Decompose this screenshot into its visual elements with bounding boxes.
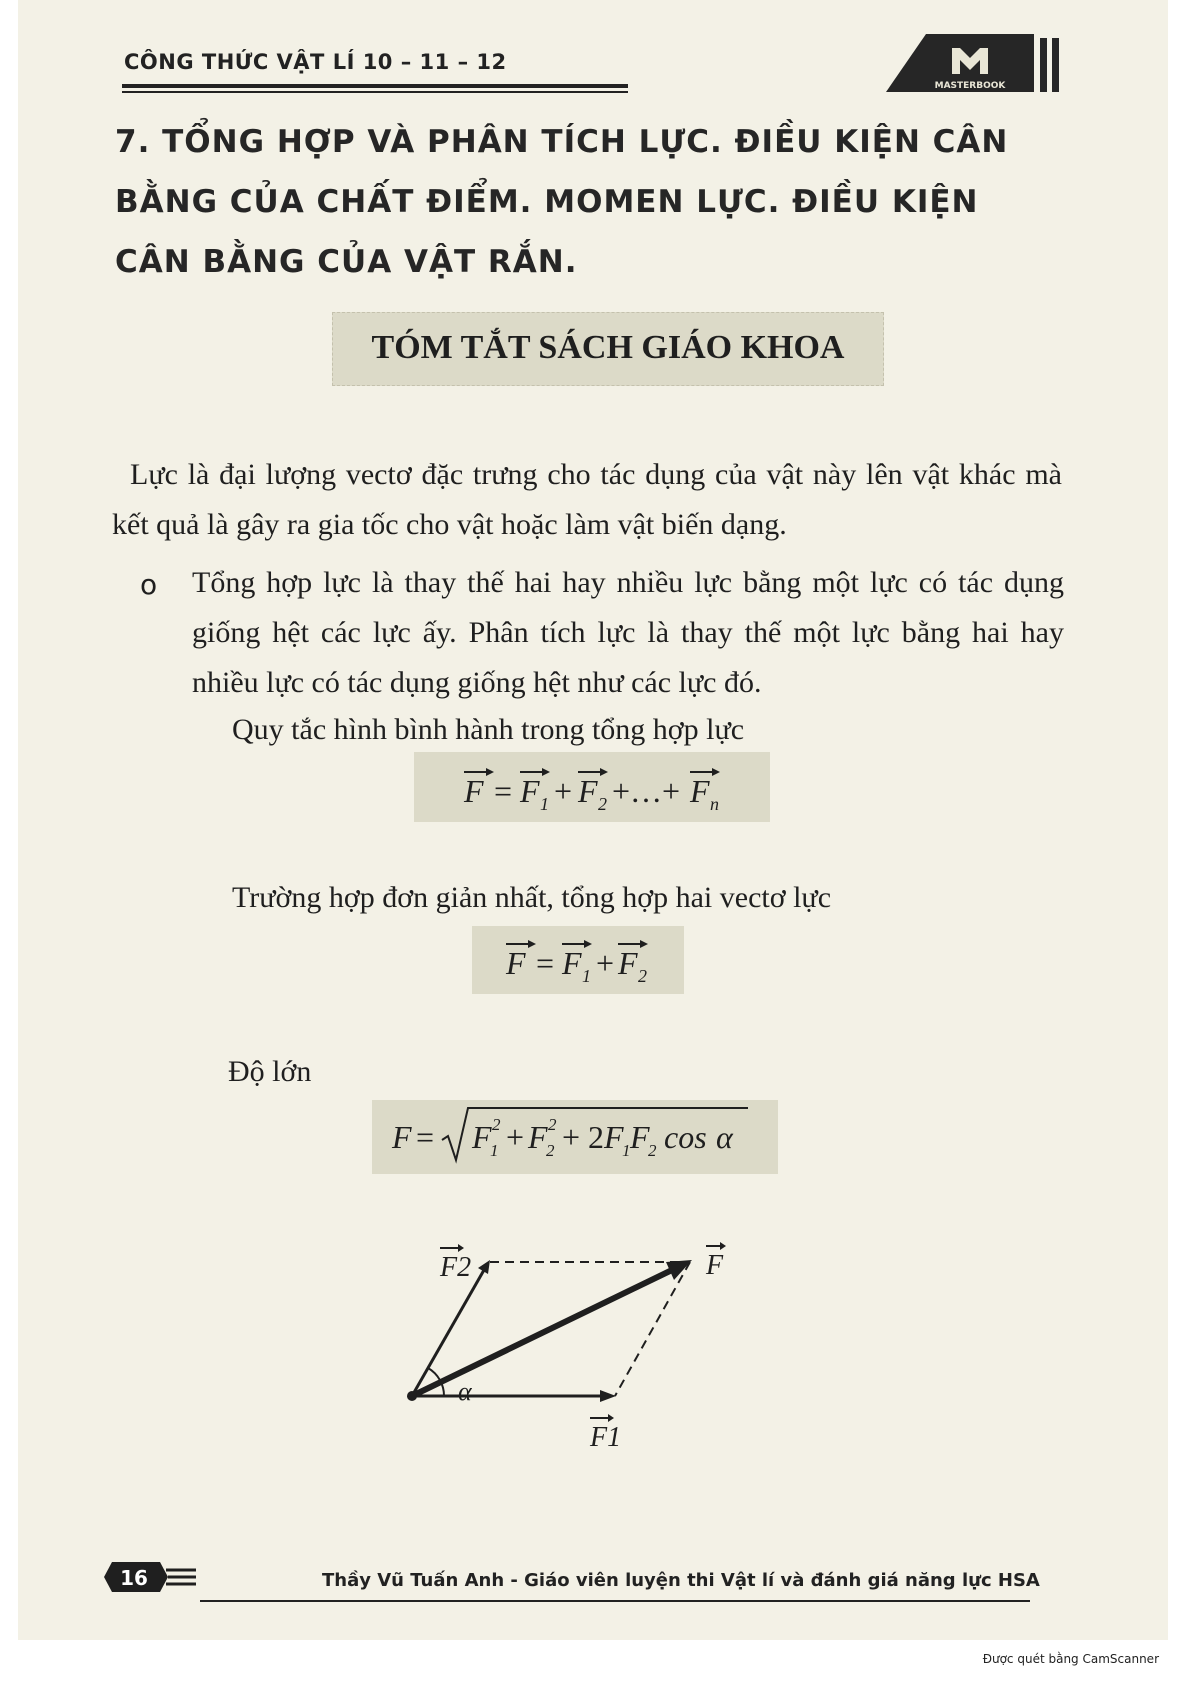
svg-text:α: α (716, 1119, 733, 1155)
svg-text:F: F (472, 1119, 492, 1155)
label-f: F (706, 1250, 724, 1281)
svg-text:+: + (554, 773, 573, 809)
label-alpha: α (458, 1377, 472, 1406)
formula-sum-n-render (414, 752, 770, 822)
svg-text:2: 2 (598, 794, 607, 814)
masterbook-logo (886, 34, 1062, 96)
svg-text:F: F (392, 1119, 412, 1155)
footer-author: Thầy Vũ Tuấn Anh - Giáo viên luyện thi Vật lí và đánh giá năng lực HSA (322, 1570, 1040, 1591)
formula-magnitude-box (372, 1100, 778, 1174)
vector-f-resultant (412, 1270, 672, 1396)
svg-text:1: 1 (582, 966, 591, 986)
svg-text:1: 1 (490, 1141, 499, 1160)
svg-text:2: 2 (546, 1141, 555, 1160)
svg-text:+: + (596, 945, 615, 981)
svg-text:=: = (494, 773, 513, 809)
label-f2: F2 (440, 1252, 472, 1283)
svg-text:F: F (528, 1119, 548, 1155)
svg-text:F: F (630, 1119, 650, 1155)
svg-text:+ 2: + 2 (562, 1119, 605, 1155)
summary-box (332, 312, 884, 386)
svg-text:=: = (536, 945, 555, 981)
svg-text:2: 2 (648, 1141, 657, 1160)
svg-text:2: 2 (492, 1115, 501, 1134)
bullet-paragraph: Tổng hợp lực là thay thế hai hay nhiều lực bằng một lực có tác dụng giống hệt các lực ấy. Phân tích lực là thay thế một lực bằng hai hay nhiều lực có tác dụng giống hệt như các lực đó. (192, 566, 1064, 699)
formula-sum-2-render (472, 926, 684, 994)
svg-text:=: = (416, 1119, 435, 1155)
intro-paragraph: Lực là đại lượng vectơ đặc trưng cho tác dụng của vật này lên vật khác mà kết quả là gây ra gia tốc cho vật hoặc làm vật biến dạng. (112, 458, 1062, 541)
logo-text: MASTERBOOK (934, 81, 1006, 91)
label-f1: F1 (590, 1422, 622, 1453)
formula-sum-n-box (414, 752, 770, 822)
svg-text:F: F (618, 945, 638, 981)
arrowhead-f1 (600, 1390, 616, 1402)
svg-text:+…+: +…+ (612, 773, 681, 809)
svg-text:n: n (710, 794, 719, 814)
svg-text:cos: cos (664, 1119, 707, 1155)
magnitude-label: Độ lớn (228, 1055, 312, 1088)
page-number-badge (102, 1560, 198, 1594)
svg-text:F: F (506, 945, 526, 981)
formula-sum-2-box (472, 926, 684, 994)
svg-text:F: F (604, 1119, 624, 1155)
force-parallelogram-diagram (400, 1240, 760, 1470)
svg-text:F: F (562, 945, 582, 981)
header-title: CÔNG THỨC VẬT LÍ 10 – 11 – 12 (124, 50, 507, 74)
scanner-watermark: Được quét bằng CamScanner (982, 1652, 1159, 1666)
origin-point (407, 1391, 417, 1401)
svg-text:2: 2 (548, 1115, 557, 1134)
svg-text:F: F (520, 773, 540, 809)
header-rule-thin (122, 91, 628, 93)
formula-magnitude-render (372, 1100, 778, 1174)
svg-text:F: F (464, 773, 484, 809)
svg-text:1: 1 (622, 1141, 631, 1160)
svg-text:2: 2 (638, 966, 647, 986)
summary-title: TÓM TẮT SÁCH GIÁO KHOA (371, 329, 845, 366)
footer-rule (200, 1600, 1030, 1602)
svg-text:+: + (506, 1119, 525, 1155)
simplest-case-text: Trường hợp đơn giản nhất, tổng hợp hai vectơ lực (232, 881, 832, 914)
header-rule (122, 84, 628, 88)
svg-text:1: 1 (540, 794, 549, 814)
section-heading: 7. TỔNG HỢP VÀ PHÂN TÍCH LỰC. ĐIỀU KIỆN CÂN BẰNG CỦA CHẤT ĐIỂM. MOMEN LỰC. ĐIỀU KIỆN CÂN BẰNG CỦA VẬT RẮN. (115, 124, 1009, 280)
page-number: 16 (120, 1566, 148, 1590)
svg-text:F: F (690, 773, 710, 809)
parallelogram-rule-text: Quy tắc hình bình hành trong tổng hợp lực (232, 713, 745, 746)
arrowhead-f (666, 1260, 692, 1280)
svg-text:F: F (578, 773, 598, 809)
bullet-marker: o (140, 568, 158, 601)
